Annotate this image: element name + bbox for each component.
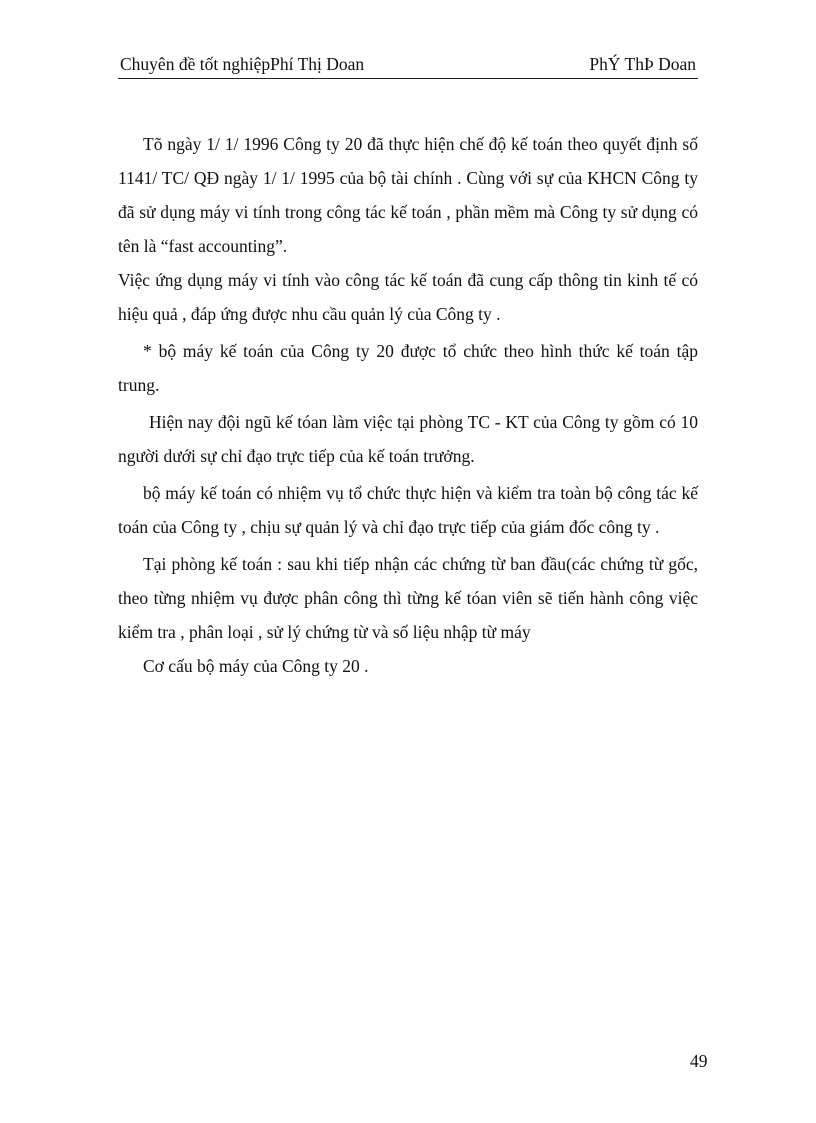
header-left-title: Chuyên đề tốt nghiệpPhí Thị Doan <box>120 54 365 74</box>
document-body <box>118 127 698 683</box>
paragraph-3: * bộ máy kế toán của Công ty 20 được tổ chức theo hình thức kế toán tập trung. <box>118 341 698 395</box>
paragraph-2: Việc ứng dụng máy vi tính vào công tác kế toán đã cung cấp thông tin kinh tế có hiệu quả , đáp ứng được nhu cầu quản lý của Công ty . <box>118 270 698 324</box>
paragraph-6: Tại phòng kế toán : sau khi tiếp nhận các chứng từ ban đầu(các chứng từ gốc, theo từng nhiệm vụ được phân công thì từng kế tóan viên sẽ tiến hành công việc kiểm tra , phân loại , sử lý chứng từ và số liệu nhập từ máy <box>118 554 698 642</box>
paragraph-1: Tõ ngày 1/ 1/ 1996 Công ty 20 đã thực hiện chế độ kế toán theo quyết định số 1141/ TC/ QĐ ngày 1/ 1/ 1995 của bộ tài chính . Cùng với sự của KHCN Công ty đã sử dụng máy vi tính trong công tác kế toán , phần mềm mà Công ty sử dụng có tên là “fast accounting”. <box>118 134 698 256</box>
paragraph-4: Hiện nay đội ngũ kế tóan làm việc tại phòng TC - KT của Công ty gồm có 10 người dưới sự chỉ đạo trực tiếp của kế toán trưởng. <box>118 412 698 466</box>
paragraph-7: Cơ cấu bộ máy của Công ty 20 . <box>143 656 369 676</box>
page-header <box>118 52 698 79</box>
paragraph-5: bộ máy kế toán có nhiệm vụ tổ chức thực hiện và kiểm tra toàn bộ công tác kế toán của Công ty , chịu sự quản lý và chỉ đạo trực tiếp của giám đốc công ty . <box>118 483 698 537</box>
page-number: 49 <box>690 1051 708 1071</box>
header-right-author: PhÝ ThÞ Doan <box>589 54 696 74</box>
